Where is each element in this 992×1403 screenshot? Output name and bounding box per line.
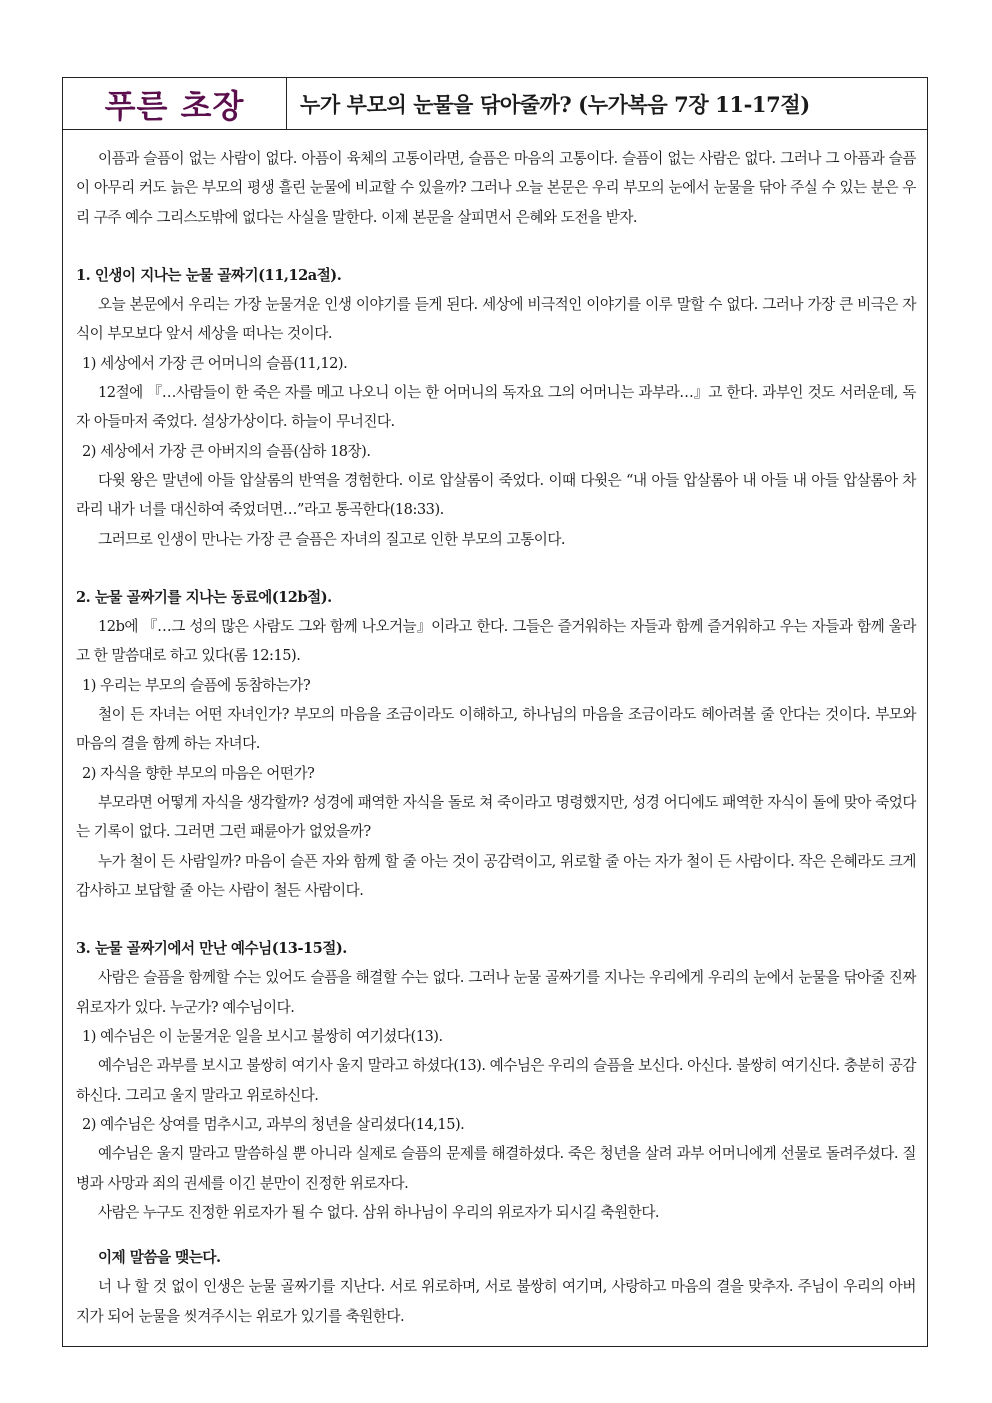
column-label: 푸른 초장 — [104, 86, 245, 125]
section-3-paragraph: 사람은 누구도 진정한 위로자가 될 수 없다. 삼위 하나님이 우리의 위로자가 되시길 축원한다. — [98, 1203, 660, 1221]
header — [63, 78, 927, 130]
intro-paragraph: 이픔과 슬픔이 없는 사람이 없다. 아픔이 육체의 고통이라면, 슬픔은 마음의 고통이다. 슬픔이 없는 사람은 없다. 그러나 그 아픔과 슬픔이 아무리 커도 늙은 부모의 평생 흘린 눈물에 비교할 수 있을까? 그러나 오늘 본문은 우리 부모의 눈에서 눈물을 닦아 주실 수 있는 분은 우리 구주 예수 그리스도밖에 없다는 사실을 말한다. 이제 본문을 살피면서 은혜와 도전을 받자. — [76, 150, 916, 226]
section-3-paragraph: 예수님은 울지 말라고 말씀하실 뿐 아니라 실제로 슬픔의 문제를 해결하셨다. 죽은 청년을 살려 과부 어머니에게 선물로 돌려주셨다. 질병과 사망과 죄의 권세를 이긴 분만이 진정한 위로자다. — [76, 1145, 916, 1192]
section-2-paragraph: 철이 든 자녀는 어떤 자녀인가? 부모의 마음을 조금이라도 이해하고, 하나님의 마음을 조금이라도 헤아려볼 줄 안다는 것이다. 부모와 마음의 결을 함께 하는 자녀다. — [76, 706, 916, 753]
section-2-subheading: 2) 자식을 향한 부모의 마음은 어떤가? — [82, 764, 315, 782]
section-1-subheading: 1) 세상에서 가장 큰 어머니의 슬픔(11,12). — [82, 354, 348, 372]
section-3-subheading: 1) 예수님은 이 눈물겨운 일을 보시고 불쌍히 여기셨다(13). — [82, 1028, 443, 1046]
section-1-paragraph: 그러므로 인생이 만나는 가장 큰 슬픔은 자녀의 질고로 인한 부모의 고통이다. — [98, 530, 566, 548]
spacer — [76, 905, 916, 934]
column-label-box — [63, 78, 287, 129]
spacer — [76, 1227, 916, 1243]
closing-paragraph: 너 나 할 것 없이 인생은 눈물 골짜기를 지난다. 서로 위로하며, 서로 불쌍히 여기며, 사랑하고 마음의 결을 맞추자. 주님이 우리의 아버지가 되어 눈물을 씻겨주시는 위로가 있기를 축원한다. — [76, 1278, 916, 1325]
spacer — [76, 554, 916, 583]
title-box — [287, 78, 927, 129]
section-1-paragraph: 다윗 왕은 말년에 아들 압살롬의 반역을 경험한다. 이로 압살롬이 죽었다. 이때 다윗은 “내 아들 압살롬아 내 아들 내 아들 압살롬아 차라리 내가 너를 대신하여 죽었더면…”라고 통곡한다(18:33). — [76, 471, 916, 519]
closing-heading: 이제 말씀을 맺는다. — [98, 1249, 221, 1267]
section-2-subheading: 1) 우리는 부모의 슬픔에 동참하는가? — [82, 676, 311, 694]
bulletin-frame — [62, 77, 928, 1347]
section-2-paragraph: 누가 철이 든 사람일까? 마음이 슬픈 자와 함께 할 줄 아는 것이 공감력이고, 위로할 줄 아는 자가 철이 든 사람이다. 작은 은혜라도 크게 감사하고 보답할 줄 아는 사람이 철든 사람이다. — [76, 852, 916, 899]
sermon-body — [76, 144, 916, 1331]
section-1-heading: 1. 인생이 지나는 눈물 골짜기(11,12a절). — [76, 266, 342, 284]
section-1-paragraph: 오늘 본문에서 우리는 가장 눈물겨운 인생 이야기를 듣게 된다. 세상에 비극적인 이야기를 이루 말할 수 없다. 그러나 가장 큰 비극은 자식이 부모보다 앞서 세상을 떠나는 것이다. — [76, 296, 916, 343]
section-3-paragraph: 예수님은 과부를 보시고 불쌍히 여기사 울지 말라고 하셨다(13). 예수님은 우리의 슬픔을 보신다. 아신다. 불쌍히 여기신다. 충분히 공감하신다. 그리고 울지 말라고 위로하신다. — [76, 1057, 916, 1104]
section-2-paragraph: 부모라면 어떻게 자식을 생각할까? 성경에 패역한 자식을 돌로 쳐 죽이라고 명령했지만, 성경 어디에도 패역한 자식이 돌에 맞아 죽었다는 기록이 없다. 그러면 그런 패륜아가 없었을까? — [76, 793, 916, 841]
section-3-paragraph: 사람은 슬픔을 함께할 수는 있어도 슬픔을 해결할 수는 없다. 그러나 눈물 골짜기를 지나는 우리에게 우리의 눈에서 눈물을 닦아줄 진짜 위로자가 있다. 누군가? 예수님이다. — [76, 969, 916, 1016]
section-2-heading: 2. 눈물 골짜기를 지나는 동료에(12b절). — [76, 588, 332, 606]
section-1-subheading: 2) 세상에서 가장 큰 아버지의 슬픔(삼하 18장). — [82, 442, 371, 460]
spacer — [76, 232, 916, 261]
sermon-title: 누가 부모의 눈물을 닦아줄까? (누가복음 7장 11-17절) — [300, 91, 810, 117]
section-2-paragraph: 12b에 『…그 성의 많은 사람도 그와 함께 나오거늘』이라고 한다. 그들은 즐거워하는 자들과 함께 즐거워하고 우는 자들과 함께 울라고 한 말씀대로 하고 있다(롬 12:15). — [76, 618, 916, 665]
section-1-paragraph: 12절에 『…사람들이 한 죽은 자를 메고 나오니 이는 한 어머니의 독자요 그의 어머니는 과부라…』고 한다. 과부인 것도 서러운데, 독자 아들마저 죽었다. 설상가상이다. 하늘이 무너진다. — [76, 384, 916, 431]
section-3-heading: 3. 눈물 골짜기에서 만난 예수님(13-15절). — [76, 940, 347, 958]
section-3-subheading: 2) 예수님은 상여를 멈추시고, 과부의 청년을 살리셨다(14,15). — [82, 1115, 465, 1133]
